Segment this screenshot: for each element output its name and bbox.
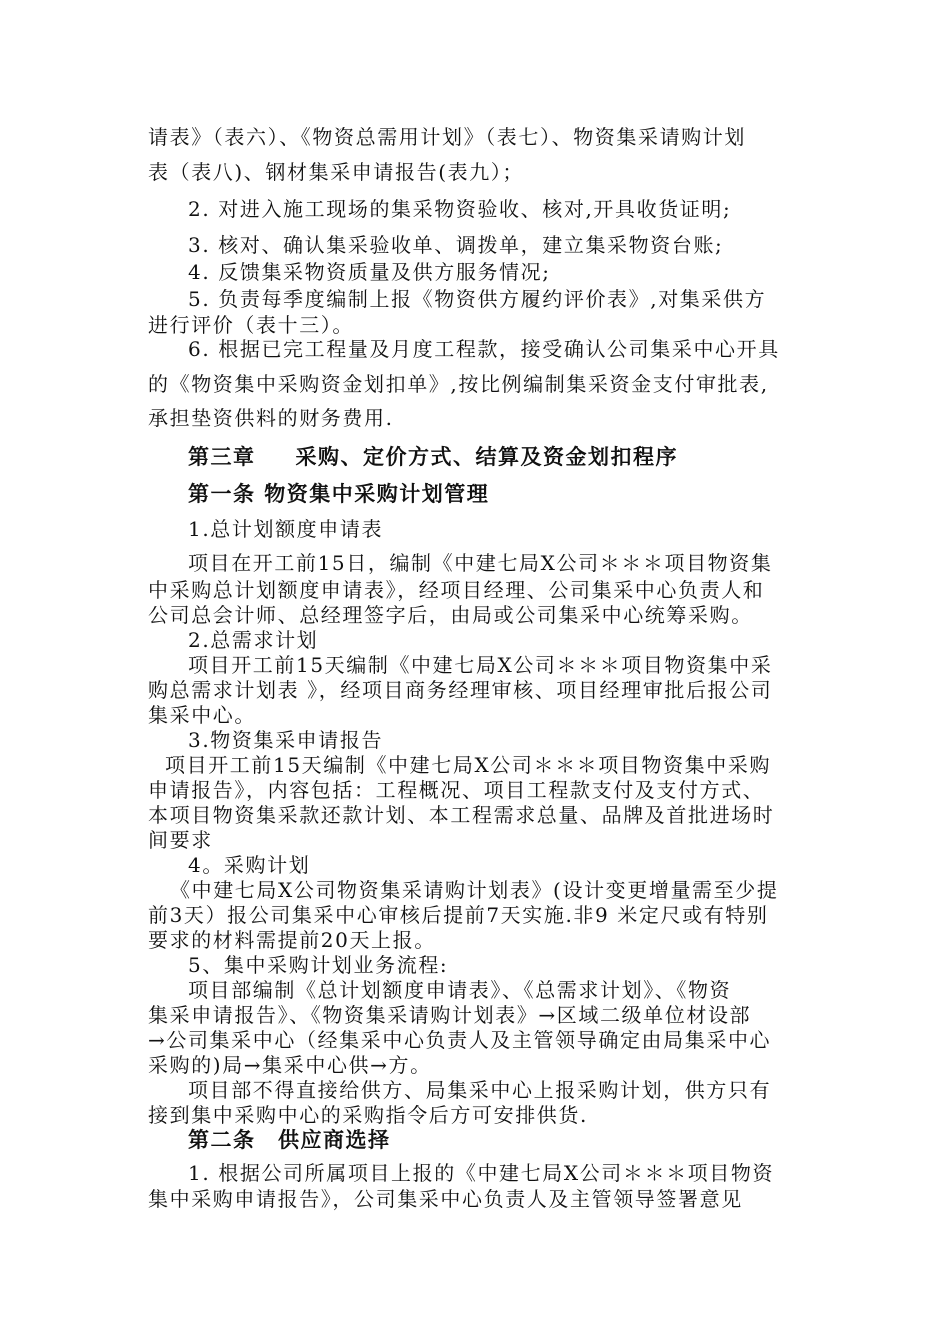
paragraph-line: 中采购总计划额度申请表》，经项目经理、公司集采中心负责人和 xyxy=(148,578,765,602)
section-heading: 第一条 物资集中采购计划管理 xyxy=(188,481,490,506)
paragraph-line: 进行评价（表十三）。 xyxy=(148,313,354,337)
subsection-heading: 2.总需求计划 xyxy=(188,628,319,652)
list-item: 6. 根据已完工程量及月度工程款，接受确认公司集采中心开具 xyxy=(188,337,780,361)
paragraph-line: 项目开工前15天编制《中建七局X公司＊＊＊项目物资集中采购 xyxy=(165,753,772,777)
subsection-heading: 3.物资集采申请报告 xyxy=(188,728,384,752)
section-heading: 第二条 供应商选择 xyxy=(188,1127,391,1152)
paragraph-line: 集采申请报告》、《物资集采请购计划表》→区域二级单位材设部 xyxy=(148,1003,752,1027)
paragraph-line: 项目部编制《总计划额度申请表》、《总需求计划》、《物资 xyxy=(188,978,732,1002)
paragraph-line: 接到集中采购中心的采购指令后方可安排供货. xyxy=(148,1103,588,1127)
subsection-heading: 4。采购计划 xyxy=(188,853,311,877)
paragraph-line: 采购的)局→集采中心供→方。 xyxy=(148,1053,432,1077)
paragraph-line: 集中采购申请报告》，公司集采中心负责人及主管领导签署意见 xyxy=(148,1187,743,1211)
chapter-number: 第三章 xyxy=(188,444,256,469)
paragraph-line: 请表》（表六）、《物资总需用计划》（表七）、物资集采请购计划 xyxy=(148,125,746,149)
paragraph-line: 要求的材料需提前20天上报。 xyxy=(148,928,436,952)
paragraph-line: 项目开工前15天编制《中建七局X公司＊＊＊项目物资集中采 xyxy=(188,653,773,677)
subsection-heading: 1.总计划额度申请表 xyxy=(188,517,384,541)
subsection-heading: 5、集中采购计划业务流程: xyxy=(188,953,449,977)
list-item: 2. 对进入施工现场的集采物资验收、核对,开具收货证明; xyxy=(188,197,732,221)
list-item: 3. 核对、确认集采验收单、调拨单，建立集采物资台账; xyxy=(188,233,724,257)
list-item: 1. 根据公司所属项目上报的《中建七局X公司＊＊＊项目物资 xyxy=(188,1161,775,1185)
paragraph-line: 承担垫资供料的财务费用. xyxy=(148,406,394,430)
paragraph-line: 申请报告》，内容包括：工程概况、项目工程款支付及支付方式、 xyxy=(148,778,765,802)
paragraph-line: 表（表八)、钢材集采申请报告(表九）； xyxy=(148,160,525,184)
list-item: 5. 负责每季度编制上报《物资供方履约评价表》,对集采供方 xyxy=(188,287,767,311)
paragraph-line: 项目在开工前15日，编制《中建七局X公司＊＊＊项目物资集 xyxy=(188,551,773,575)
paragraph-line: 《中建七局X公司物资集采请购计划表》(设计变更增量需至少提 xyxy=(170,878,779,902)
paragraph-line: →公司集采中心（经集采中心负责人及主管领导确定由局集采中心 xyxy=(148,1028,772,1052)
paragraph-line: 项目部不得直接给供方、局集采中心上报采购计划，供方只有 xyxy=(188,1078,772,1102)
chapter-title: 采购、定价方式、结算及资金划扣程序 xyxy=(295,444,678,469)
paragraph-line: 购总需求计划表 》，经项目商务经理审核、项目经理审批后报公司 xyxy=(148,678,773,702)
paragraph-line: 间要求 xyxy=(148,828,213,852)
list-item: 4. 反馈集采物资质量及供方服务情况; xyxy=(188,260,551,284)
chapter-heading xyxy=(188,444,678,470)
paragraph-line: 集采中心。 xyxy=(148,703,256,727)
paragraph-line: 公司总会计师、总经理签字后，由局或公司集采中心统筹采购。 xyxy=(148,603,753,627)
paragraph-line: 的《物资集中采购资金划扣单》,按比例编制集采资金支付审批表, xyxy=(148,372,769,396)
paragraph-line: 本项目物资集采款还款计划、本工程需求总量、品牌及首批进场时 xyxy=(148,803,775,827)
paragraph-line: 前3天）报公司集采中心审核后提前7天实施.非9 米定尺或有特别 xyxy=(148,903,769,927)
